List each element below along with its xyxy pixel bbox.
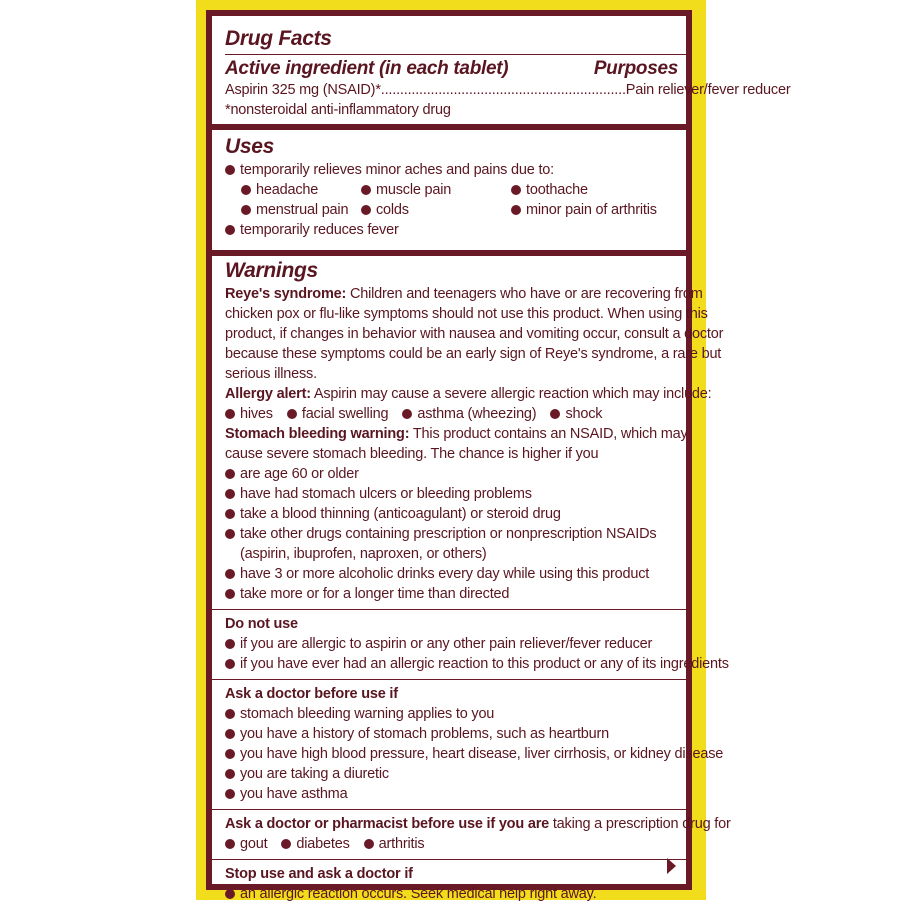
list-item: toothache (511, 180, 681, 200)
bullet-icon (225, 839, 235, 849)
bullet-icon (225, 489, 235, 499)
list-item: minor pain of arthritis (511, 200, 681, 220)
uses-section (212, 130, 686, 250)
list-item: have had stomach ulcers or bleeding problems (225, 484, 678, 504)
do-not-use-heading: Do not use (225, 616, 298, 632)
bullet-icon (225, 409, 235, 419)
warnings-heading: Warnings (225, 259, 318, 282)
reye-line: chicken pox or flu-like symptoms should not use this product. When using this (225, 306, 708, 322)
bullet-icon (241, 185, 251, 195)
list-item: have 3 or more alcoholic drinks every day while using this product (225, 564, 678, 584)
ask-pharmacist: Ask a doctor or pharmacist before use if you are taking a prescription drug for (225, 816, 731, 832)
divider (212, 679, 686, 680)
uses-list (225, 180, 678, 220)
bullet-icon (225, 529, 235, 539)
bullet-icon (361, 185, 371, 195)
ingredient-purpose: Pain reliever/fever reducer (625, 82, 791, 98)
list-item: colds (361, 200, 511, 220)
list-item-continuation: (aspirin, ibuprofen, naproxen, or others) (240, 546, 487, 562)
list-item: facial swelling (287, 404, 388, 424)
divider (225, 54, 686, 55)
list-item: muscle pain (361, 180, 511, 200)
bullet-icon (281, 839, 291, 849)
divider (212, 809, 686, 810)
leader-dots: ................................................................ (380, 82, 626, 98)
bullet-icon (511, 185, 521, 195)
uses-intro: temporarily relieves minor aches and pains due to: (225, 160, 678, 180)
stomach-text: cause severe stomach bleeding. The chance is higher if you (225, 446, 599, 462)
bullet-icon (225, 659, 235, 669)
bullet-icon (361, 205, 371, 215)
pharmacist-list (225, 834, 678, 854)
uses-heading: Uses (225, 135, 275, 158)
list-item: take a blood thinning (anticoagulant) or steroid drug (225, 504, 678, 524)
stomach-warning: Stomach bleeding warning: This product contains an NSAID, which may (225, 426, 688, 442)
list-item: take other drugs containing prescription or nonprescription NSAIDs (225, 524, 678, 544)
bullet-icon (225, 789, 235, 799)
bullet-icon (225, 729, 235, 739)
bullet-icon (225, 709, 235, 719)
list-item: if you are allergic to aspirin or any other pain reliever/fever reducer (225, 634, 678, 654)
list-item: if you have ever had an allergic reaction to this product or any of its ingredients (225, 654, 678, 674)
bullet-icon (225, 769, 235, 779)
reye-line: Reye's syndrome: Children and teenagers who have or are recovering from (225, 286, 703, 302)
bullet-icon (287, 409, 297, 419)
list-item: an allergic reaction occurs. Seek medical help right away. (225, 884, 678, 904)
divider (212, 859, 686, 860)
list-item: shock (550, 404, 602, 424)
bullet-icon (225, 749, 235, 759)
drug-facts-title: Drug Facts (225, 27, 332, 50)
list-item: arthritis (364, 834, 425, 854)
ask-doctor-heading: Ask a doctor before use if (225, 686, 398, 702)
bullet-icon (402, 409, 412, 419)
allergy-label: Allergy alert: (225, 386, 311, 402)
active-ingredient-heading: Active ingredient (in each tablet) (225, 58, 509, 79)
bullet-icon (550, 409, 560, 419)
list-item: gout (225, 834, 267, 854)
bullet-icon (225, 469, 235, 479)
list-item: you have high blood pressure, heart disease, liver cirrhosis, or kidney disease (225, 744, 678, 764)
drug-facts-panel (206, 10, 791, 902)
divider (212, 609, 686, 610)
reye-line: because these symptoms could be an early sign of Reye's syndrome, a rare but (225, 346, 722, 362)
uses-last: temporarily reduces fever (225, 220, 678, 240)
bullet-icon (225, 225, 235, 235)
bullet-icon (225, 639, 235, 649)
list-item: you have a history of stomach problems, such as heartburn (225, 724, 678, 744)
list-item: headache (241, 180, 361, 200)
stop-use-heading: Stop use and ask a doctor if (225, 866, 413, 882)
bullet-icon (225, 589, 235, 599)
list-item: you have asthma (225, 784, 678, 804)
continue-arrow-icon (667, 858, 676, 874)
bullet-icon (364, 839, 374, 849)
allergy-list (225, 404, 678, 424)
bullet-icon (225, 569, 235, 579)
bullet-icon (225, 889, 235, 899)
active-ingredient-section (212, 16, 791, 124)
ingredient-footnote: *nonsteroidal anti-inflammatory drug (225, 102, 451, 118)
list-item: hives (225, 404, 273, 424)
allergy-alert: Allergy alert: Aspirin may cause a severe allergic reaction which may include: (225, 386, 712, 402)
list-item: asthma (wheezing) (402, 404, 536, 424)
bullet-icon (511, 205, 521, 215)
warnings-section (212, 256, 731, 902)
purposes-heading: Purposes (593, 58, 678, 79)
reye-label: Reye's syndrome: (225, 286, 347, 302)
list-item: stomach bleeding warning applies to you (225, 704, 678, 724)
list-item: you are taking a diuretic (225, 764, 678, 784)
bullet-icon (225, 509, 235, 519)
pharmacist-label: Ask a doctor or pharmacist before use if you are (225, 816, 549, 832)
stomach-label: Stomach bleeding warning: (225, 426, 410, 442)
list-item: diabetes (281, 834, 349, 854)
ingredient-row (225, 80, 791, 100)
list-item: take more or for a longer time than directed (225, 584, 678, 604)
list-item: menstrual pain (241, 200, 361, 220)
list-item: are age 60 or older (225, 464, 678, 484)
bullet-icon (241, 205, 251, 215)
reye-line: serious illness. (225, 366, 317, 382)
reye-line: product, if changes in behavior with nausea and vomiting occur, consult a doctor (225, 326, 724, 342)
ingredient-name: Aspirin 325 mg (NSAID)* (225, 82, 381, 98)
active-ingredient-header (225, 57, 678, 80)
bullet-icon (225, 165, 235, 175)
